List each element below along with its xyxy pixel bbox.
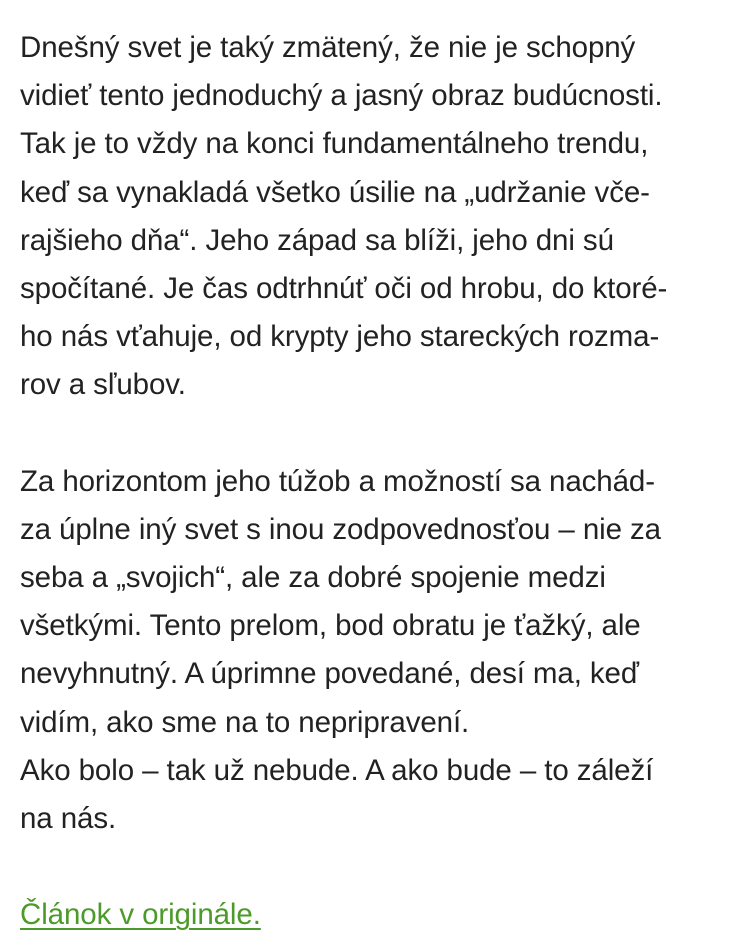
text-line: na nás.: [20, 802, 117, 835]
text-line: Tak je to vždy na konci fundamentálneho trendu,: [20, 127, 649, 161]
text-line: Dnešný svet je taký zmätený, že nie je schopný: [20, 31, 636, 64]
paragraph-spacer: [20, 843, 732, 891]
text-line: Ako bolo – tak už nebude. A ako bude – to záleží: [20, 753, 654, 787]
original-article-link[interactable]: Článok v originále.: [20, 898, 261, 932]
text-line: vidím, ako sme na to nepripravení.: [20, 705, 470, 739]
text-line: rov a sľubov.: [20, 368, 186, 402]
text-line: spočítané. Je čas odtrhnúť oči od hrobu, do ktoré-: [20, 271, 668, 305]
text-line: vidieť tento jednoduchý a jasný obraz budúcnosti.: [20, 79, 663, 113]
text-line: za úplne iný svet s inou zodpovednosťou – nie za: [20, 512, 661, 546]
original-article-line: [20, 891, 732, 939]
text-line: seba a „svojich“, ale za dobré spojenie medzi: [20, 561, 606, 595]
text-line: keď sa vynakladá všetko úsilie na „udržanie vče-: [20, 175, 650, 209]
text-line: rajšieho dňa“. Jeho západ sa blíži, jeho dni sú: [20, 223, 614, 257]
article-body: [20, 24, 732, 940]
text-line: všetkými. Tento prelom, bod obratu je ťažký, ale: [20, 609, 641, 643]
text-line: ho nás vťahuje, od krypty jeho stareckých rozma-: [20, 320, 660, 354]
paragraph-spacer: [20, 410, 732, 458]
text-line: nevyhnutný. A úprimne povedané, desí ma, keď: [20, 657, 639, 691]
text-line: Za horizontom jeho túžob a možností sa nachád-: [20, 464, 655, 498]
paragraph-1: [20, 24, 732, 410]
paragraph-2: [20, 458, 732, 844]
